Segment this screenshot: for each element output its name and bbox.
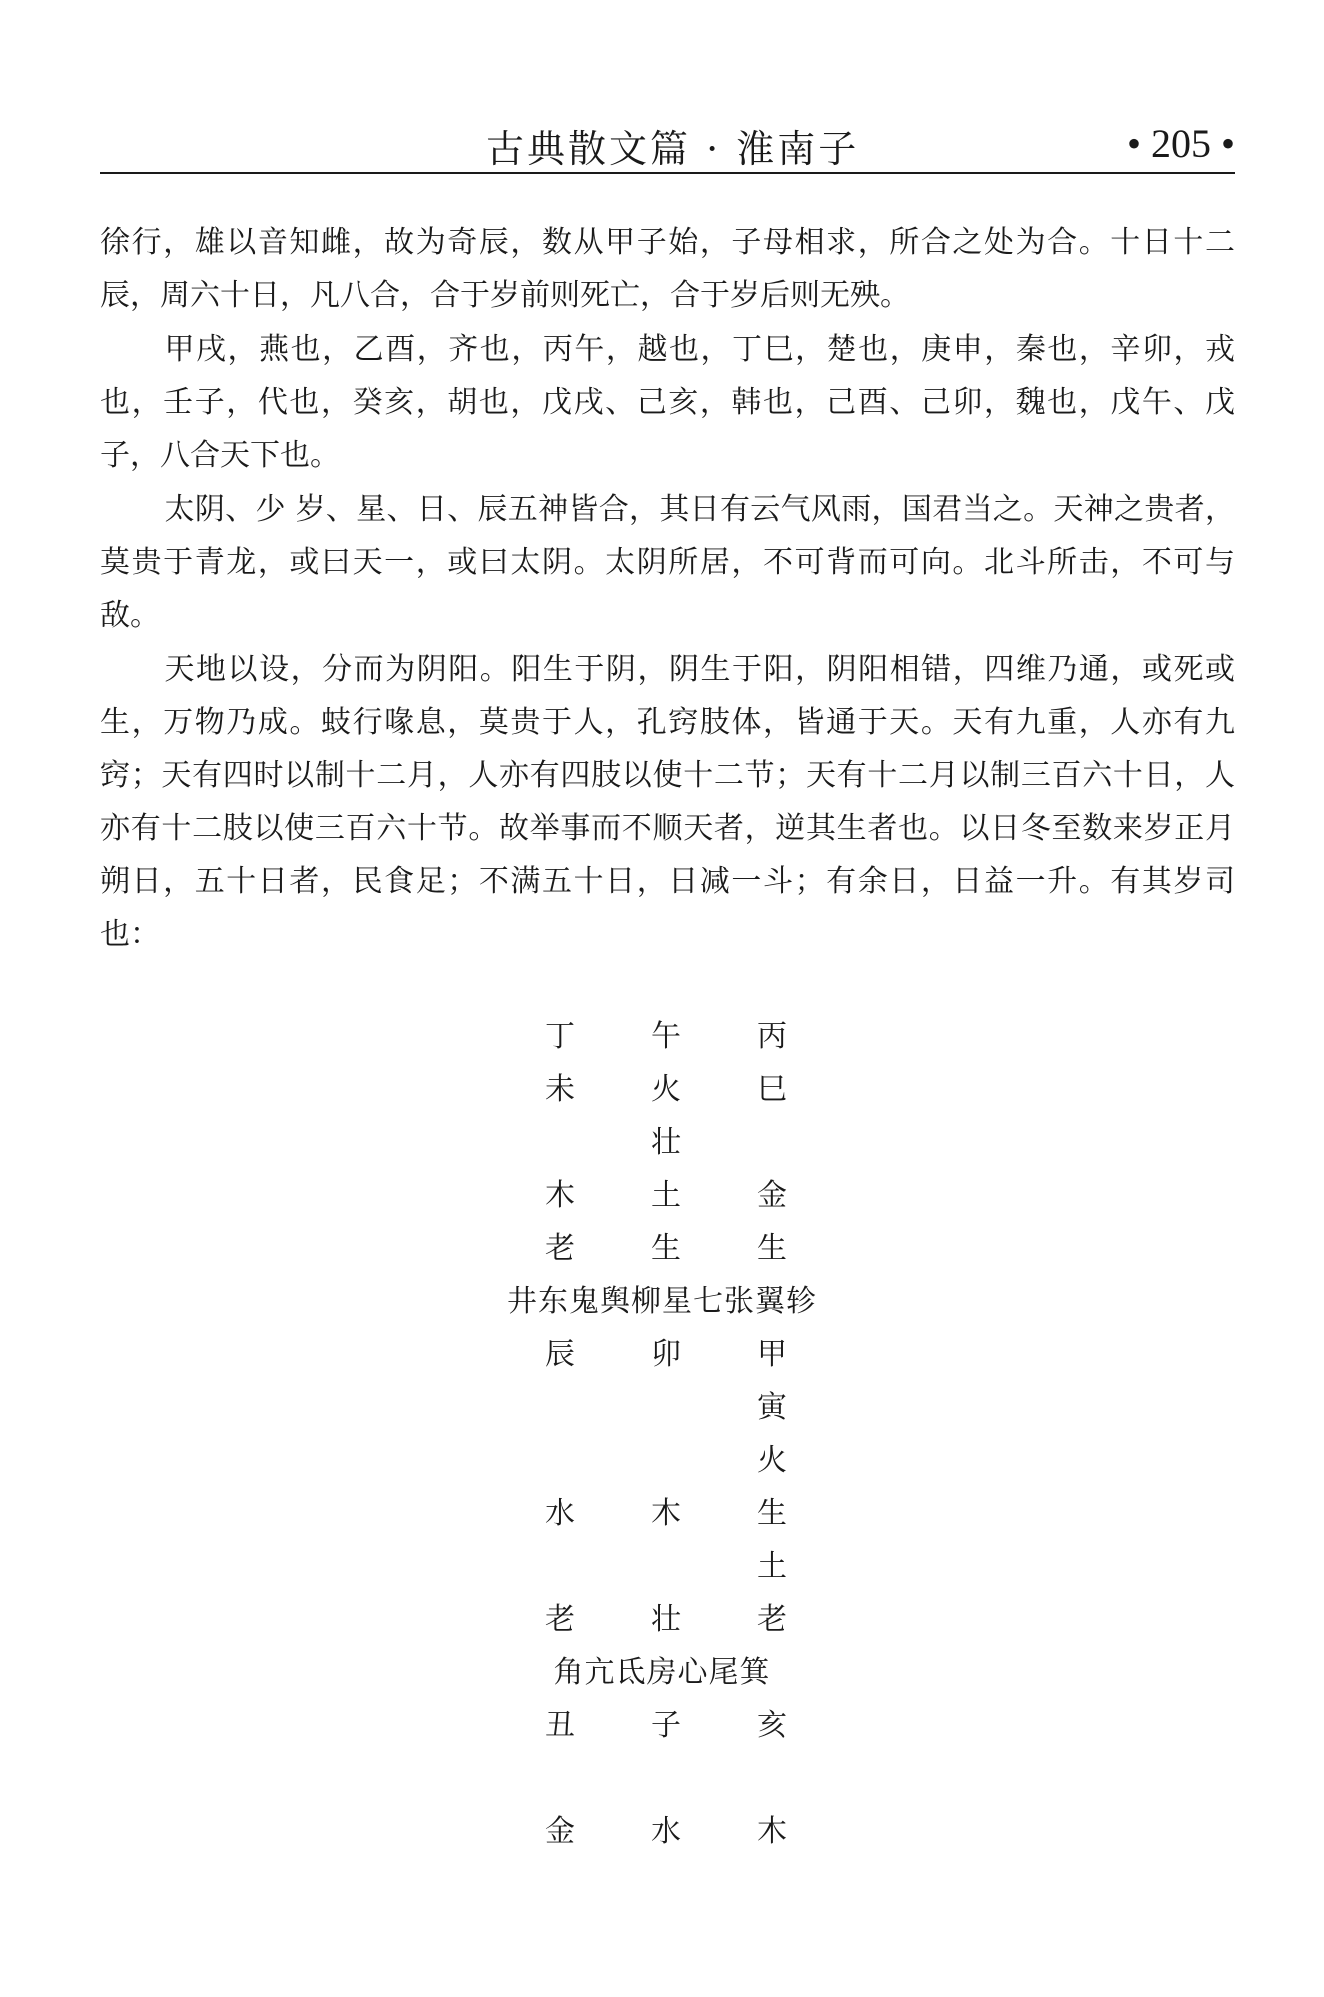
diagram-row <box>0 1116 1324 1169</box>
diagram-cell: 丙 <box>757 1019 787 1054</box>
header-rule <box>100 172 1235 174</box>
running-title: 古典散文篇 · 淮南子 <box>486 127 860 171</box>
diagram-cell: 巳 <box>757 1072 787 1107</box>
diagram-cell: 寅 <box>757 1390 787 1425</box>
lunar-mansions-row: 角亢氐房心尾箕 <box>553 1655 771 1690</box>
running-header <box>100 118 1235 170</box>
diagram-cell: 生 <box>651 1231 681 1266</box>
diagram-row <box>0 1169 1324 1222</box>
diagram-cell: 老 <box>757 1602 787 1637</box>
diagram-row <box>0 1063 1324 1116</box>
diagram-cell: 丁 <box>545 1019 575 1054</box>
paragraph: 太阴、少 岁、星、日、辰五神皆合，其日有云气风雨，国君当之。天神之贵者，莫贵于青龙，或曰天一，或曰太阴。太阴所居，不可背而可向。北斗所击，不可与敌。 <box>100 492 1235 633</box>
diagram-row <box>0 1699 1324 1752</box>
diagram-cell: 壮 <box>651 1602 681 1637</box>
diagram-cell: 土 <box>651 1178 681 1213</box>
diagram-cell: 老 <box>545 1602 575 1637</box>
diagram-cell: 壮 <box>651 1125 681 1160</box>
diagram-row <box>0 1593 1324 1646</box>
diagram-cell: 辰 <box>545 1337 575 1372</box>
page-number: • 205 • <box>1126 121 1235 166</box>
diagram-cell: 生 <box>757 1496 787 1531</box>
diagram-cell: 生 <box>757 1231 787 1266</box>
diagram-row <box>0 1010 1324 1063</box>
diagram-cell: 火 <box>651 1072 681 1107</box>
body-text <box>100 216 1235 962</box>
calendar-diagram <box>0 1010 1324 1858</box>
diagram-cell: 金 <box>545 1814 575 1849</box>
diagram-cell: 水 <box>651 1814 681 1849</box>
diagram-cell: 木 <box>545 1178 575 1213</box>
diagram-cell: 亥 <box>757 1708 787 1743</box>
diagram-cell: 木 <box>757 1814 787 1849</box>
diagram-gap <box>0 1752 1324 1805</box>
diagram-cell: 木 <box>651 1496 681 1531</box>
diagram-row <box>0 1328 1324 1381</box>
diagram-row <box>0 1805 1324 1858</box>
diagram-cell: 水 <box>545 1496 575 1531</box>
diagram-cell: 土 <box>757 1549 787 1584</box>
diagram-cell: 甲 <box>757 1337 787 1372</box>
paragraph: 甲戌，燕也，乙酉，齐也，丙午，越也，丁巳，楚也，庚申，秦也，辛卯，戎也，壬子，代也，癸亥，胡也，戊戌、己亥，韩也，己酉、己卯，魏也，戊午、戊子，八合天下也。 <box>100 332 1235 473</box>
diagram-row <box>0 1222 1324 1275</box>
diagram-cell: 午 <box>651 1019 681 1054</box>
diagram-cell: 未 <box>545 1072 575 1107</box>
diagram-row <box>0 1381 1324 1434</box>
diagram-cell: 金 <box>757 1178 787 1213</box>
diagram-cell: 老 <box>545 1231 575 1266</box>
paragraph: 徐行，雄以音知雌，故为奇辰，数从甲子始，子母相求，所合之处为合。十日十二辰，周六十日，凡八合，合于岁前则死亡，合于岁后则无殃。 <box>100 225 1235 313</box>
paragraph: 天地以设，分而为阴阳。阳生于阴，阴生于阳，阴阳相错，四维乃通，或死或生，万物乃成。蚑行喙息，莫贵于人，孔窍肢体，皆通于天。天有九重，人亦有九窍；天有四时以制十二月，人亦有四肢以使十二节；天有十二月以制三百六十日，人亦有十二肢以使三百六十节。故举事而不顺天者，逆其生者也。以日冬至数来岁正月朔日，五十日者，民食足；不满五十日，日减一斗；有余日，日益一升。有其岁司也： <box>100 652 1235 952</box>
diagram-row <box>0 1487 1324 1540</box>
diagram-row <box>0 1540 1324 1593</box>
diagram-cell: 子 <box>651 1708 681 1743</box>
diagram-cell: 卯 <box>651 1337 681 1372</box>
lunar-mansions-row: 井东鬼舆柳星七张翼轸 <box>507 1284 817 1319</box>
diagram-cell: 丑 <box>545 1708 575 1743</box>
diagram-cell: 火 <box>757 1443 787 1478</box>
diagram-row <box>0 1434 1324 1487</box>
